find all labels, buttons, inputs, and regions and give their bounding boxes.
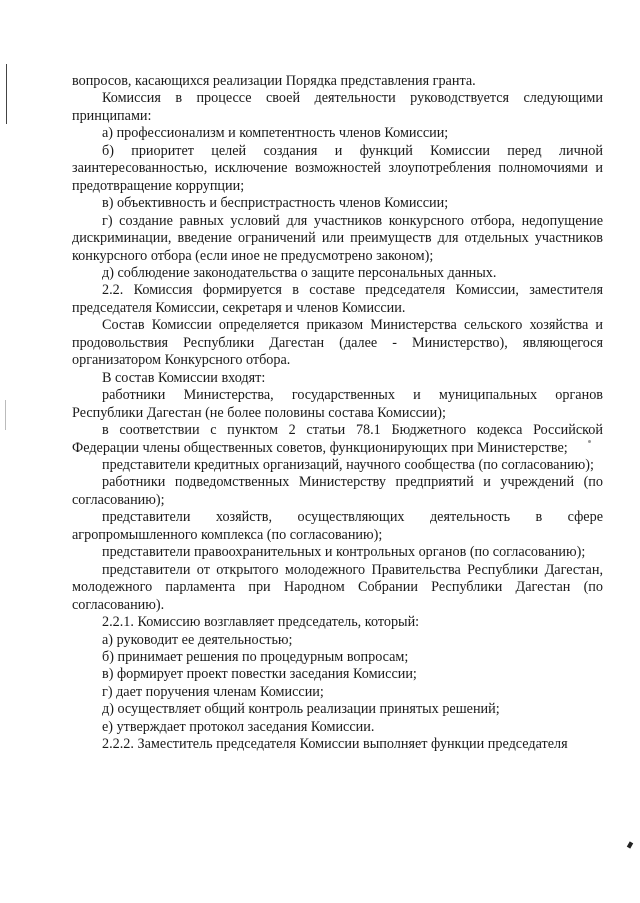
paragraph: д) осуществляет общий контроль реализации принятых решений; bbox=[102, 701, 500, 718]
paragraph: представители кредитных организаций, научного сообщества (по согласованию); bbox=[102, 456, 594, 473]
paragraph: д) соблюдение законодательства о защите персональных данных. bbox=[102, 264, 497, 281]
paragraph: вопросов, касающихся реализации Порядка представления гранта. bbox=[72, 73, 476, 89]
paragraph: в соответствии с пунктом 2 статьи 78.1 Бюджетного кодекса Российской Федерации члены общественных советов, функционирующих при Министерстве; bbox=[72, 422, 603, 456]
paragraph: г) создание равных условий для участников конкурсного отбора, недопущение дискриминации, введение ограничений или преимуществ для отдельных участников конкурсного отбора (если иное не предусмотрено законом); bbox=[72, 212, 603, 264]
scan-edge-line bbox=[5, 400, 6, 430]
paragraph: работники подведомственных Министерству предприятий и учреждений (по согласованию); bbox=[72, 474, 603, 508]
paragraph: в) объективность и беспристрастность членов Комиссии; bbox=[102, 195, 449, 212]
paragraph: Комиссия в процессе своей деятельности руководствуется следующими принципами: bbox=[72, 90, 603, 124]
scan-edge-line bbox=[6, 64, 7, 124]
paragraph: Состав Комиссии определяется приказом Министерства сельского хозяйства и продовольствия Республики Дагестан (далее - Министерство), являющегося организатором Конкурсного отбора. bbox=[72, 317, 603, 369]
paragraph: представители правоохранительных и контрольных органов (по согласованию); bbox=[102, 544, 586, 561]
paragraph: представители от открытого молодежного Правительства Республики Дагестан, молодежного парламента при Народном Собрании Республики Дагестан (по согласованию). bbox=[72, 561, 603, 613]
paragraph: В состав Комиссии входят: bbox=[102, 369, 266, 386]
paragraph: 2.2. Комиссия формируется в составе председателя Комиссии, заместителя председателя Комиссии, секретаря и членов Комиссии. bbox=[72, 282, 603, 316]
paragraph: б) приоритет целей создания и функций Комиссии перед личной заинтересованностью, исключение возможностей злоупотребления полномочиями и предотвращение коррупции; bbox=[72, 142, 603, 194]
paragraph: е) утверждает протокол заседания Комиссии. bbox=[102, 718, 375, 735]
paragraph: в) формирует проект повестки заседания Комиссии; bbox=[102, 666, 417, 683]
paragraph: а) профессионализм и компетентность членов Комиссии; bbox=[102, 125, 449, 142]
scan-mark bbox=[627, 841, 633, 848]
paragraph: 2.2.2. Заместитель председателя Комиссии выполняет функции председателя bbox=[102, 736, 568, 753]
paragraph: г) дает поручения членам Комиссии; bbox=[102, 683, 324, 700]
document-body bbox=[72, 73, 603, 754]
paragraph: представители хозяйств, осуществляющих деятельность в сфере агропромышленного комплекса (по согласованию); bbox=[72, 509, 603, 543]
paragraph: б) принимает решения по процедурным вопросам; bbox=[102, 648, 409, 665]
paragraph: работники Министерства, государственных и муниципальных органов Республики Дагестан (не более половины состава Комиссии); bbox=[72, 387, 603, 421]
paragraph: 2.2.1. Комиссию возглавляет председатель, который: bbox=[102, 614, 420, 631]
paragraph: а) руководит ее деятельностью; bbox=[102, 631, 293, 648]
